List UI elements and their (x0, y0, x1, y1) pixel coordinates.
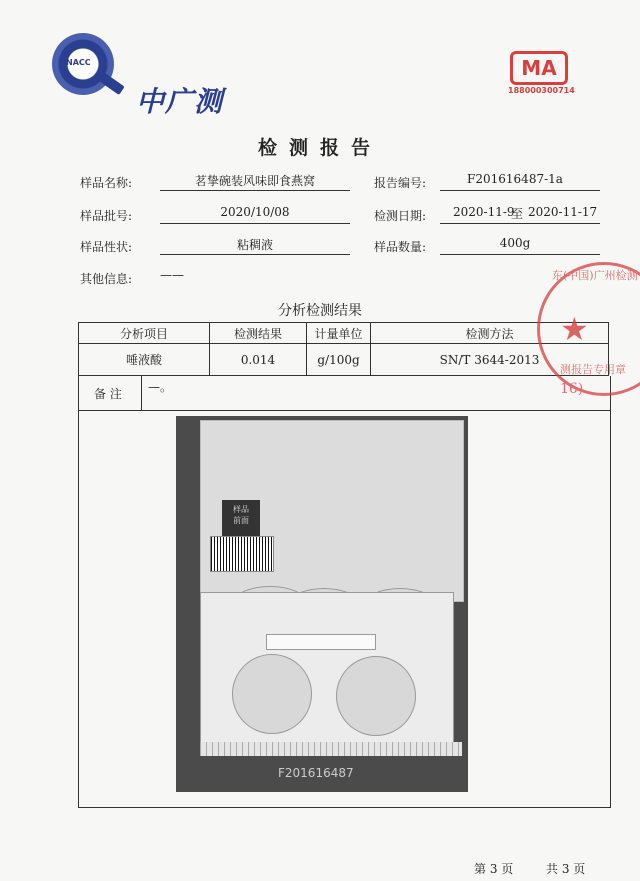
batch-label: 样品批号: (80, 209, 133, 223)
table-row (79, 344, 609, 376)
remark-divider (141, 376, 142, 411)
photo-sample-id: F201616487 (278, 766, 354, 780)
page-number: 第 3 页 (474, 862, 514, 876)
underline (440, 254, 600, 255)
underline (160, 190, 350, 191)
label-strip (266, 634, 376, 650)
cma-number: 188000300714 (508, 86, 575, 95)
table-header-cell: 检测方法 (371, 323, 609, 344)
underline (160, 223, 350, 224)
stamp-top-text: 东(中国)广州检测 (552, 269, 638, 282)
test-date-to: 2020-11-17 (528, 205, 598, 219)
sample-name-value: 茗挚碗装风味即食燕窝 (194, 174, 315, 188)
dish (232, 654, 312, 734)
table-header-cell: 分析项目 (79, 323, 210, 344)
table-cell: 0.014 (210, 344, 307, 376)
stamp-bottom-text: 测报告专用章 (560, 363, 626, 376)
page-total: 共 3 页 (546, 862, 586, 876)
table-header-cell: 检测结果 (210, 323, 307, 344)
ruler (200, 742, 462, 756)
underline (440, 190, 600, 191)
state-value: 粘稠液 (236, 238, 273, 252)
logo-tail-shape (99, 73, 124, 95)
results-table (78, 322, 609, 376)
table-cell: 唾液酸 (79, 344, 210, 376)
remark-label: 备 注 (94, 387, 122, 401)
table-header-row (79, 323, 609, 344)
remark-value: —。 (148, 380, 173, 394)
barcode (210, 536, 274, 572)
table-cell: g/100g (307, 344, 371, 376)
batch-value: 2020/10/08 (220, 205, 290, 219)
test-date-from: 2020-11-9 (453, 205, 515, 219)
quantity-label: 样品数量: (374, 240, 427, 254)
underline (160, 254, 350, 255)
star-icon: ★ (560, 310, 589, 348)
box-base (200, 592, 454, 744)
table-cell: SN/T 3644-2013 (371, 344, 609, 376)
sample-tag-line: 前面 (233, 516, 249, 525)
table-header-cell: 计量单位 (307, 323, 371, 344)
sample-photo (176, 416, 468, 792)
report-title: 检测报告 (257, 137, 382, 159)
quantity-value: 400g (499, 236, 531, 250)
report-no-value: F201616487-1a (467, 172, 563, 186)
other-value: —— (160, 268, 184, 282)
results-title: 分析检测结果 (278, 303, 362, 319)
sample-tag-line: 样品 (233, 505, 249, 514)
cma-mark: MA (510, 51, 568, 85)
test-date-sep: 至 (511, 207, 524, 221)
sample-name-label: 样品名称: (80, 176, 133, 190)
report-no-label: 报告编号: (374, 176, 427, 190)
stamp-number: 16) (560, 381, 584, 397)
state-label: 样品性状: (80, 240, 133, 254)
test-date-label: 检测日期: (374, 209, 427, 223)
other-label: 其他信息: (80, 272, 133, 286)
nacc-logo-text: NACC (66, 58, 91, 67)
brand-name: 中广测 (136, 85, 224, 118)
underline (440, 223, 600, 224)
dish (336, 656, 416, 736)
